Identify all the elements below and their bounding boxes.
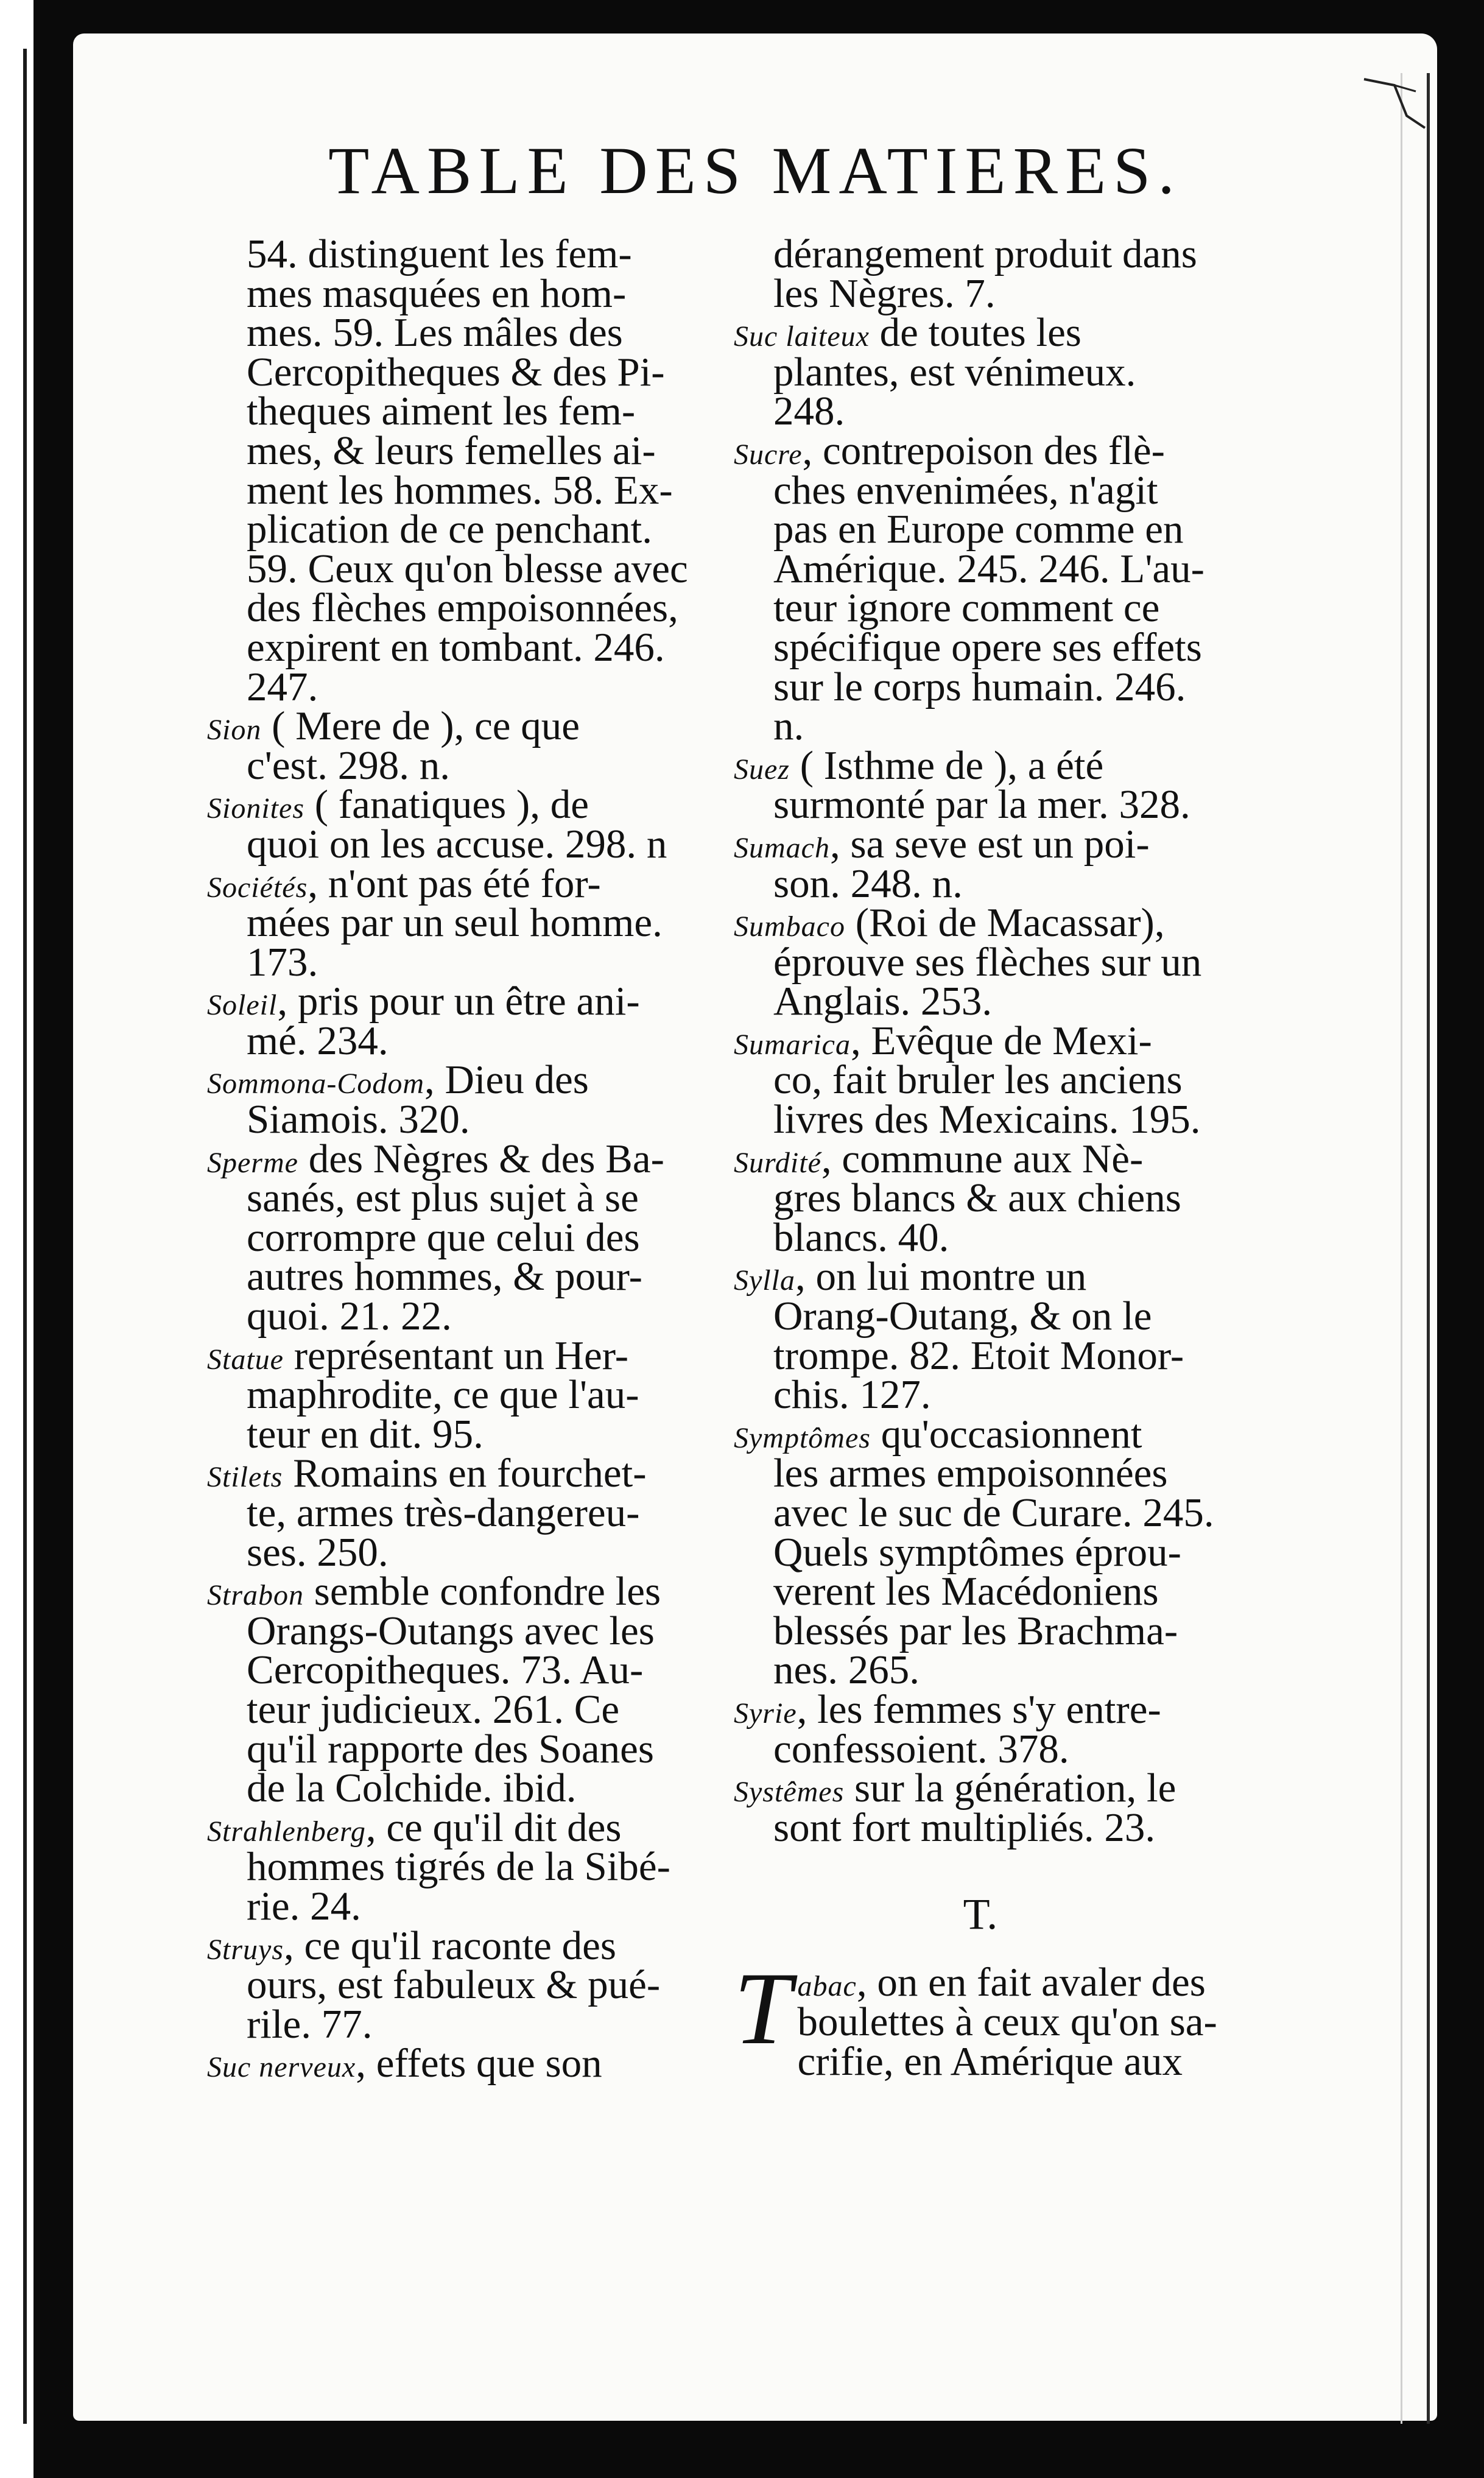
entry-headword: Suc laiteux [734, 320, 870, 353]
entry-continuation: sur le corps humain. 246. [773, 664, 1186, 709]
entry-text: , Dieu des [424, 1057, 589, 1103]
folded-corner-mark [1358, 73, 1431, 134]
left-column [207, 231, 712, 2086]
entry-continuation: les armes empoisonnées [773, 1451, 1168, 1496]
right-entries [734, 231, 1227, 1850]
entry-continuation: 248. [773, 389, 845, 434]
entry-text: , ce qu'il raconte des [284, 1923, 616, 1968]
section-letter: T. [963, 1890, 998, 1939]
entry-continuation: teur en dit. 95. [247, 1411, 484, 1457]
entry-text: dérangement produit dans [773, 231, 1197, 276]
entry-continuation: blessés par les Brachma- [773, 1608, 1178, 1653]
entry-continuation: plication de ce penchant. [247, 507, 652, 552]
entry-continuation: n. [773, 703, 804, 749]
entry-continuation: gres blancs & aux chiens [773, 1175, 1181, 1221]
entry-headword: Sylla [734, 1264, 795, 1297]
entry-continuation: mes, & leurs femelles ai- [247, 428, 656, 473]
index-entry [207, 782, 712, 867]
entry-continuation: maphrodite, ce que l'au- [247, 1372, 639, 1418]
entry-text: ( Isthme de ), a été [789, 742, 1104, 788]
entry-continuation: rile. 77. [247, 2001, 373, 2047]
index-entry [734, 1686, 1227, 1772]
entry-text: , les femmes s'y entre- [797, 1686, 1161, 1732]
entry-text: ( Mere de ), ce que [261, 703, 580, 749]
entry-continuation: Quels symptômes éprou- [773, 1529, 1181, 1575]
entry-continuation: les Nègres. 7. [773, 270, 996, 316]
entry-continuation: Orangs-Outangs avec les [247, 1608, 655, 1653]
entry-continuation: autres hommes, & pour- [247, 1254, 642, 1300]
entry-continuation: rie. 24. [247, 1883, 361, 1929]
entry-continuation: Siamois. 320. [247, 1097, 470, 1142]
right-column [734, 231, 1227, 2084]
entry-continuation: mé. 234. [247, 1018, 389, 1063]
index-entry [207, 1569, 712, 1811]
entry-continuation: mes. 59. Les mâles des [247, 310, 623, 356]
index-entry [207, 1923, 712, 2047]
entry-continuation: livres des Mexicains. 195. [773, 1097, 1201, 1142]
entry-continuation: Orang-Outang, & on le [773, 1294, 1152, 1339]
entry-continuation: boulettes à ceux qu'on sa- [797, 1999, 1217, 2044]
entry-continuation: 173. [247, 939, 318, 985]
entry-continuation: 247. [247, 664, 318, 709]
entry-continuation: surmonté par la mer. 328. [773, 782, 1190, 828]
entry-continuation: spécifique opere ses effets [773, 624, 1202, 670]
index-entry [734, 231, 1227, 316]
entry-text: , sa seve est un poi- [829, 821, 1150, 867]
entry-headword: Statue [207, 1343, 284, 1376]
entry-continuation: de la Colchide. ibid. [247, 1765, 577, 1811]
entry-continuation: te, armes très-dangereu- [247, 1490, 640, 1535]
index-entry [734, 821, 1227, 906]
entry-headword: Suc nerveux [207, 2051, 356, 2084]
entry-headword: Syrie [734, 1697, 797, 1730]
index-entry [207, 1804, 712, 1929]
entry-text: , on lui montre un [795, 1254, 1087, 1300]
entry-continuation: Amérique. 245. 246. L'au- [773, 546, 1204, 591]
entry-continuation: ment les hommes. 58. Ex- [247, 467, 673, 513]
entry-text: semble confondre les [304, 1569, 661, 1614]
entry-continuation: mes masquées en hom- [247, 270, 627, 316]
entry-text: , on en fait avaler des [856, 1960, 1206, 2005]
index-entry [207, 1057, 712, 1142]
entry-continuation: corrompre que celui des [247, 1214, 640, 1260]
index-entry [734, 428, 1227, 749]
index-entry [207, 231, 712, 709]
entry-headword: Sociétés [207, 871, 308, 904]
entry-continuation: éprouve ses flèches sur un [773, 939, 1202, 985]
entry-continuation: trompe. 82. Etoit Monor- [773, 1332, 1184, 1378]
entry-continuation: pas en Europe comme en [773, 507, 1184, 552]
index-entry [734, 1765, 1227, 1850]
entry-continuation: qu'il rapporte des Soanes [247, 1726, 654, 1772]
index-entry [734, 310, 1227, 434]
entry-text: , n'ont pas été for- [308, 861, 601, 906]
entry-continuation: quoi on les accuse. 298. n [247, 821, 667, 867]
index-entry [207, 703, 712, 788]
adjacent-page-strip [0, 0, 33, 2478]
entry-text: sur la génération, le [844, 1765, 1176, 1811]
entry-text: 54. distinguent les fem- [247, 231, 632, 276]
entry-headword: Stilets [207, 1461, 283, 1494]
entry-headword: Sumach [734, 831, 830, 864]
entry-headword: Sucre [734, 438, 803, 471]
entry-text: de toutes les [869, 310, 1081, 356]
entry-continuation: son. 248. n. [773, 861, 963, 906]
entry-continuation: mées par un seul homme. [247, 900, 663, 946]
entry-text: représentant un Her- [283, 1332, 629, 1378]
entry-continuation: c'est. 298. n. [247, 742, 450, 788]
entry-headword: Sperme [207, 1146, 298, 1179]
entry-headword: Soleil [207, 989, 278, 1022]
index-entry [734, 1136, 1227, 1260]
entry-continuation: crifie, en Amérique aux [797, 2038, 1183, 2084]
entry-text: (Roi de Macassar), [845, 900, 1165, 946]
index-entry [207, 1136, 712, 1339]
index-entry [734, 1254, 1227, 1418]
entry-continuation: verent les Macédoniens [773, 1569, 1159, 1614]
entry-headword: Sumarica [734, 1028, 851, 1061]
entry-continuation: sont fort multipliés. 23. [773, 1804, 1156, 1850]
entry-continuation: co, fait bruler les anciens [773, 1057, 1183, 1103]
entry-continuation: hommes tigrés de la Sibé- [247, 1844, 670, 1890]
entry-continuation: ours, est fabuleux & pué- [247, 1962, 661, 2008]
entry-text: , commune aux Nè- [821, 1136, 1144, 1181]
entry-continuation: sanés, est plus sujet à se [247, 1175, 639, 1221]
entry-headword: Sion [207, 714, 262, 747]
entry-text: , contrepoison des flè- [802, 428, 1165, 473]
entry-headword: Suez [734, 753, 790, 786]
entry-continuation: ches envenimées, n'agit [773, 467, 1158, 513]
index-entry [207, 2041, 712, 2086]
entry-text: , Evêque de Mexi- [850, 1018, 1152, 1063]
entry-text: Romains en fourchet- [283, 1451, 647, 1496]
index-entry [734, 1018, 1227, 1142]
entry-headword: Surdité [734, 1146, 821, 1179]
entry-continuation: chis. 127. [773, 1372, 931, 1418]
entry-headword: Symptômes [734, 1421, 871, 1454]
entry-continuation: Cercopitheques. 73. Au- [247, 1647, 644, 1693]
index-entry [734, 1411, 1227, 1693]
index-entry [207, 1332, 712, 1457]
entry-text: ( fanatiques ), de [304, 782, 589, 828]
entry-continuation: 59. Ceux qu'on blesse avec [247, 546, 688, 591]
index-entry [734, 742, 1227, 828]
index-entry [207, 861, 712, 985]
entry-headword: Sommona-Codom [207, 1068, 424, 1100]
index-entry [207, 1451, 712, 1575]
entry-headword: Systêmes [734, 1776, 845, 1809]
index-entry [734, 900, 1227, 1024]
entry-text: , effets que son [356, 2041, 602, 2086]
entry-continuation: plantes, est vénimeux. [773, 349, 1136, 395]
entry-continuation: ses. 250. [247, 1529, 389, 1575]
page-title: TABLE DES MATIERES. [328, 133, 1182, 208]
page-edge [1401, 73, 1430, 2424]
entry-text: des Nègres & des Ba- [298, 1136, 664, 1181]
entry-continuation: Cercopitheques & des Pi- [247, 349, 665, 395]
index-entry [207, 979, 712, 1063]
entry-headword: Struys [207, 1933, 284, 1966]
entry-continuation: blancs. 40. [773, 1214, 949, 1260]
entry-continuation: teur ignore comment ce [773, 585, 1160, 631]
drop-capital: T [734, 1951, 792, 2066]
entry-continuation: avec le suc de Curare. 245. [773, 1490, 1214, 1535]
entry-continuation: confessoient. 378. [773, 1726, 1069, 1772]
index-entry-tabac [734, 1951, 1227, 2084]
entry-continuation: Anglais. 253. [773, 979, 993, 1024]
entry-continuation: theques aiment les fem- [247, 389, 636, 434]
entry-continuation: teur judicieux. 261. Ce [247, 1686, 620, 1732]
entry-continuation: expirent en tombant. 246. [247, 624, 665, 670]
entry-text: , ce qu'il dit des [365, 1804, 622, 1850]
entry-headword: Sionites [207, 792, 304, 825]
entry-continuation: quoi. 21. 22. [247, 1294, 452, 1339]
entry-headword: Strabon [207, 1579, 304, 1612]
entry-headword: Sumbaco [734, 910, 845, 943]
entry-headword: Strahlenberg [207, 1815, 366, 1848]
entry-text: qu'occasionnent [870, 1411, 1142, 1457]
entry-headword: abac [797, 1970, 857, 2003]
entry-text: , pris pour un être ani- [277, 979, 640, 1024]
entry-continuation: des flèches empoisonnées, [247, 585, 678, 631]
entry-continuation: nes. 265. [773, 1647, 920, 1693]
